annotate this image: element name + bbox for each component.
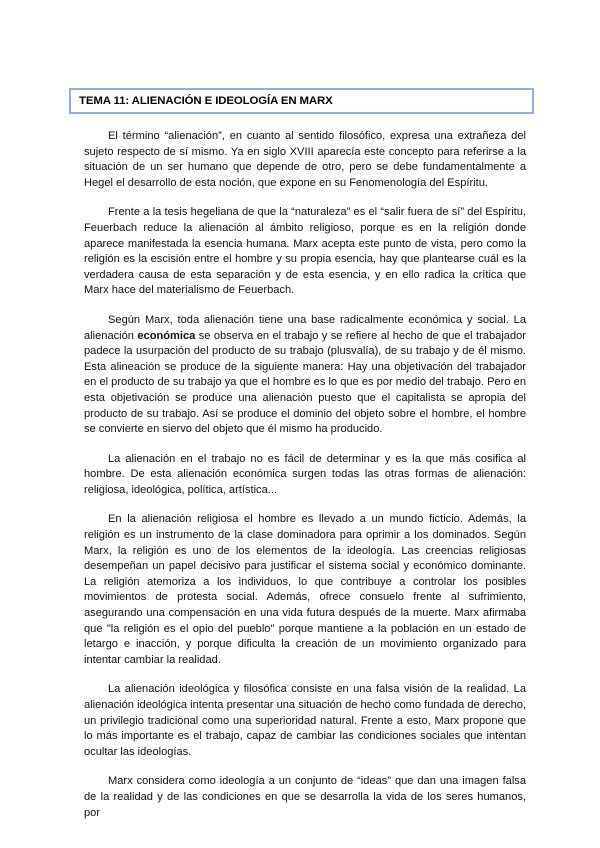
paragraph-alienacion-religiosa: En la alienación religiosa el hombre es llevado a un mundo ficticio. Además, la religión es un instrumento de la clase dominadora para oprimir a los dominados. Según Marx, la religión es uno de los elementos de la ideología. Las creencias religiosas desempeñan un papel decisivo para justificar el sistema social y económico dominante. La religión atemoriza a los individuos, lo que contribuye a controlar los posibles movimientos de protesta social. Además, ofrece consuelo frente al sufrimiento, asegurando una compensación en una vida futura después de la muerte. Marx afirmaba que "la religión es el opio del pueblo" porque mantiene a la población en un estado de letargo e inacción, y porque dificulta la creación de un movimiento organizado para intentar cambiar la realidad. (84, 513, 526, 666)
paragraph-ideologia: Marx considera como ideología a un conjunto de “ideas” que dan una imagen falsa de la realidad y de las condiciones en que se desarrolla la vida de los seres humanos, por (84, 775, 526, 819)
paragraph-text: se observa en el trabajo y se refiere al hecho de que el trabajador padece la usurpación del producto de su trabajo (plusvalía), de su trabajo y de él mismo. Esta alineación se produce de la siguiente manera: Hay una objetivación del trabajador en el producto de su trabajo ya que el hombre es lo que es por medio del trabajo. Pero en esta objetivación se produce una alienación puesto que el capitalista se apropia del producto de su trabajo. Así se produce el dominio del objeto sobre el hombre, el hombre se convierte en siervo del objeto que él mismo ha producido. (84, 329, 526, 436)
paragraph-alienacion-definicion: El término “alienación”, en cuanto al sentido filosófico, expresa una extrañeza del sujeto respecto de sí mismo. Ya en siglo XVIII aparecía este concepto para referirse a la situación de un ser humano que depende de otro, pero se debe fundamentalmente a Hegel el desarrollo de esta noción, que expone en su Fenomenología del Espíritu. (84, 130, 526, 189)
bold-term: económica (137, 329, 196, 342)
paragraph-alienacion-trabajo: La alienación en el trabajo no es fácil de determinar y es la que más cosifica al hombre. De esta alienación económica surgen todas las otras formas de alienación: religiosa, ideológica, política, artística... (84, 452, 526, 496)
document-title: TEMA 11: ALIENACIÓN E IDEOLOGÍA EN MARX (79, 95, 333, 107)
paragraph-feuerbach: Frente a la tesis hegeliana de que la “naturaleza” es el “salir fuera de sí” del Espíritu, Feuerbach reduce la alienación al ámbito religioso, porque es en la religión donde aparece manifestada la esencia humana. Marx acepta este punto de vista, pero como la religión es la escisión entre el hombre y su propia esencia, hay que plantearse cuál es la verdadera causa de esta separación y de esta esencia, y en ello radica la crítica que Marx hace del materialismo de Feuerbach. (84, 206, 526, 297)
title-box (69, 88, 534, 114)
paragraph-text: Según Marx, toda alienación tiene una base radicalmente económica y social. La alienación (84, 313, 526, 342)
paragraph-alienacion-ideologica: La alienación ideológica y filosófica consiste en una falsa visión de la realidad. La alienación ideológica intenta presentar una situación de hecho como fundada de derecho, un privilegio tradicional como una superioridad natural. Frente a esto, Marx propone que lo más importante es el trabajo, capaz de cambiar las condiciones sociales que intentan ocultar las ideologías. (84, 683, 526, 758)
document-body (84, 129, 526, 835)
paragraph-alienacion-economica (84, 313, 526, 438)
